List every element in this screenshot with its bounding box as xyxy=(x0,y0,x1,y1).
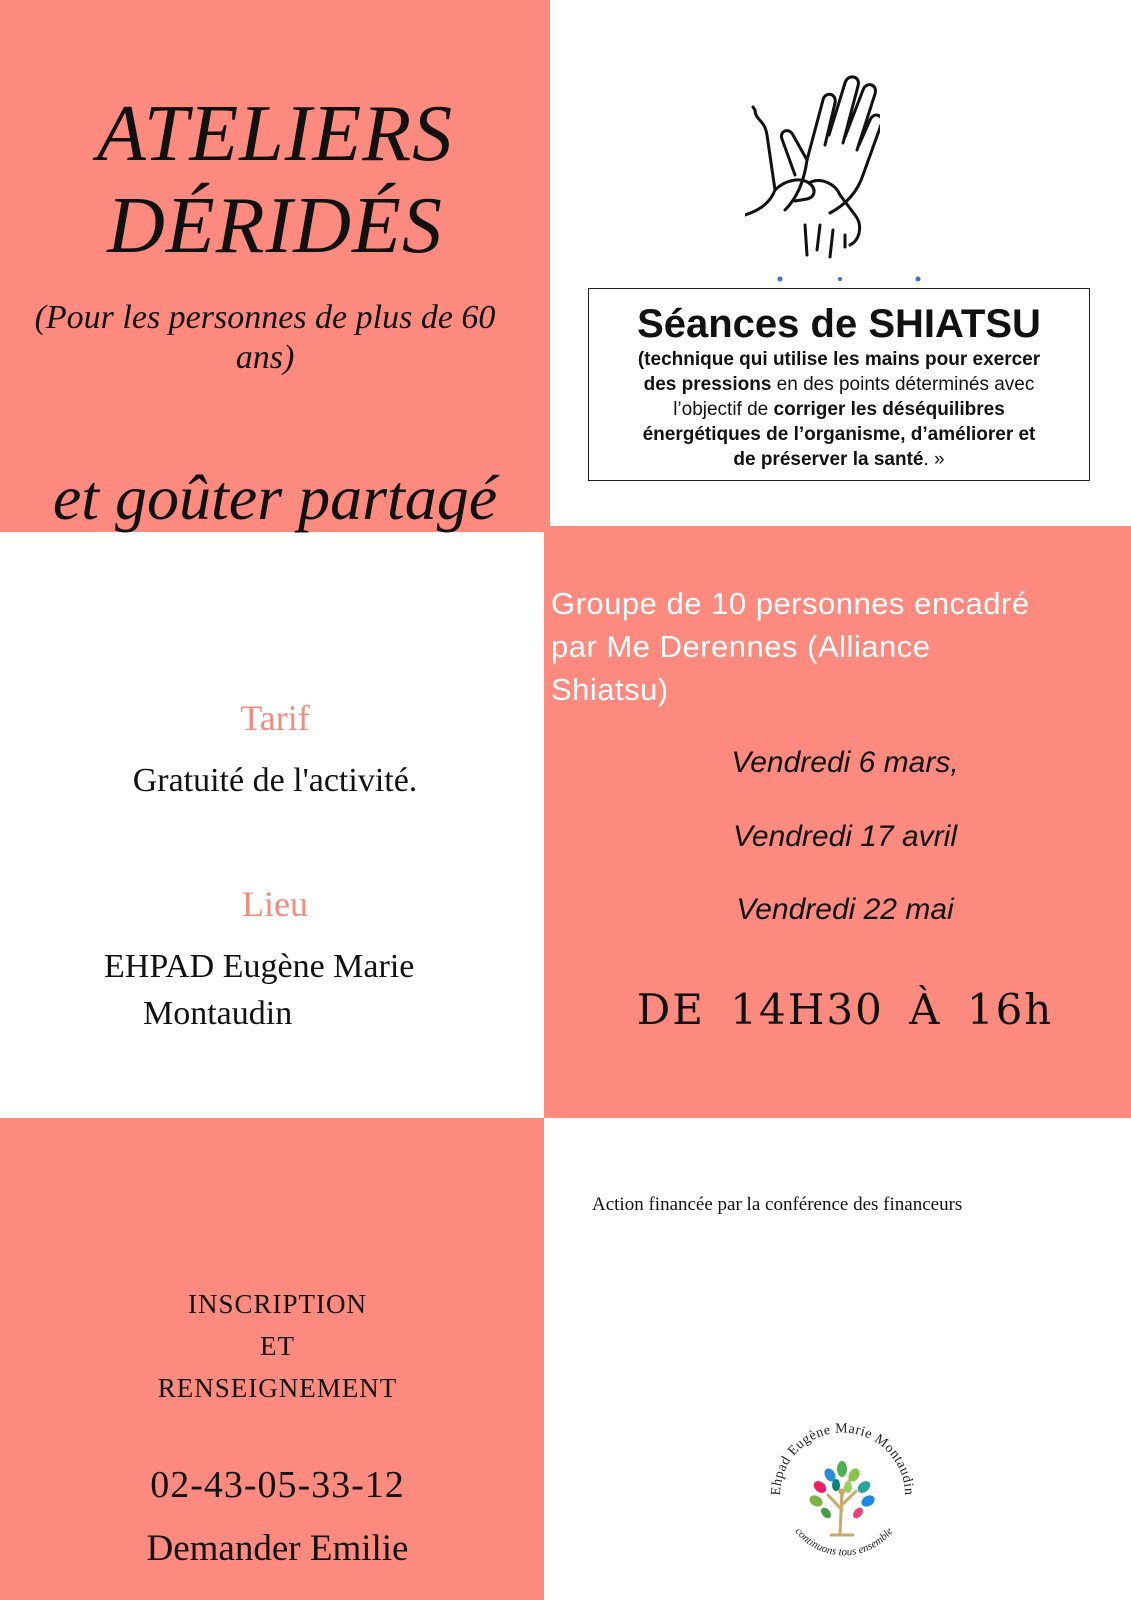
groupe-description xyxy=(551,582,1121,711)
groupe-line-2: par Me Derennes (Alliance xyxy=(551,629,931,664)
logo-bottom-text: continuons tous ensemble xyxy=(792,1525,896,1559)
lieu-label: Lieu xyxy=(242,884,308,924)
svg-text:Ehpad Eugène Marie Montaudin xyxy=(769,1421,916,1495)
shiatsu-title: Séances de SHIATSU xyxy=(637,302,1041,346)
shiatsu-desc-3a: l’objectif de xyxy=(673,399,774,420)
shiatsu-description xyxy=(589,347,1089,472)
title-line-1: ATELIERS xyxy=(96,90,454,178)
inscription-line-3: RENSEIGNEMENT xyxy=(157,1373,398,1403)
subtitle-line-2: ans) xyxy=(235,339,295,376)
shiatsu-desc-5b: . » xyxy=(923,449,945,470)
inscription-line-1: INSCRIPTION xyxy=(187,1289,367,1319)
date-1: Vendredi 6 mars, xyxy=(731,746,959,779)
groupe-line-1: Groupe de 10 personnes encadré xyxy=(551,586,1030,621)
contact-phone: 02-43-05-33-12 xyxy=(150,1464,405,1506)
shiatsu-desc-4: énergétiques de l’organisme, d’améliorer et xyxy=(642,424,1036,445)
title-line-2: DÉRIDÉS xyxy=(107,182,443,270)
groupe-line-3: Shiatsu) xyxy=(551,672,669,707)
decorative-dots xyxy=(775,276,925,282)
svg-text:continuons tous ensemble xyxy=(793,1525,896,1558)
ehpad-logo-tree-icon xyxy=(750,1395,935,1580)
shiatsu-desc-1: (technique qui utilise les mains pour exercer xyxy=(637,349,1041,370)
shiatsu-desc-2b: en des points déterminés avec xyxy=(771,374,1035,395)
lieu-line-1: EHPAD Eugène Marie xyxy=(104,948,415,985)
lieu-line-2: Montaudin xyxy=(143,995,293,1032)
inscription-line-2: ET xyxy=(260,1331,295,1361)
hands-icon xyxy=(745,65,880,260)
inscription-heading xyxy=(0,1283,555,1409)
logo-top-text: Ehpad Eugène Marie Montaudin xyxy=(768,1421,917,1496)
tarif-label: Tarif xyxy=(240,698,310,738)
shiatsu-info-box xyxy=(588,288,1090,481)
financement-note: Action financée par la conférence des financeurs xyxy=(592,1194,963,1215)
horaire: DE 14H30 À 16h xyxy=(636,985,1054,1034)
shiatsu-desc-5a: de préserver la santé xyxy=(733,449,924,470)
gouter-partage-text: et goûter partagé xyxy=(52,462,498,533)
contact-name: Demander Emilie xyxy=(146,1528,409,1569)
subtitle-line-1: (Pour les personnes de plus de 60 xyxy=(34,299,496,336)
poster-subtitle xyxy=(0,298,530,378)
date-2: Vendredi 17 avril xyxy=(732,820,958,853)
poster-title xyxy=(0,88,550,272)
tarif-value: Gratuité de l'activité. xyxy=(132,762,418,799)
shiatsu-desc-3b: corriger les déséquilibres xyxy=(773,399,1005,420)
shiatsu-desc-2a: des pressions xyxy=(643,374,772,395)
date-3: Vendredi 22 mai xyxy=(736,893,954,926)
